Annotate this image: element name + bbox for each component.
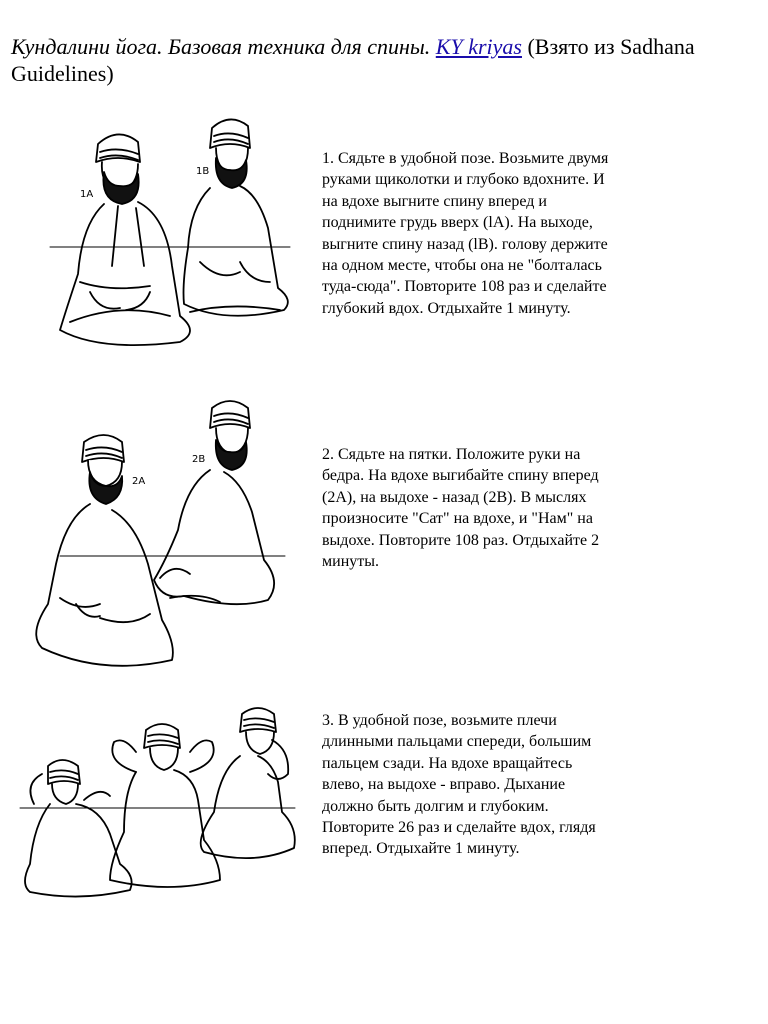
- figure-3-left: [25, 760, 132, 897]
- figure-1a: [60, 134, 190, 345]
- figure-1b: [184, 119, 288, 315]
- page-title: [11, 33, 751, 87]
- label-2a: 2A: [132, 476, 146, 487]
- exercise-3-text: 3. В удобной позе, возьмите плечи длинными пальцами спереди, большим пальцем сзади. На вдохе вращайтесь влево, на выдохе - вправо. Дыхание должно быть долгим и глубоким. Повторите 26 раз и сделайте вдох, глядя вперед. Отдыхайте 1 минуту.: [322, 712, 596, 858]
- figure-3-right: [201, 708, 295, 858]
- figure-2a: [36, 435, 173, 666]
- exercise-1-text: 1. Сядьте в удобной позе. Возьмите двумя руками щиколотки и глубоко вдохните. И на вдохе выгните спину вперед и поднимите грудь вверх (lA). На выходе, выгните спину назад (lB). голову держите на одном месте, чтобы она не "болталась туда-сюда". Повторите 108 раз и сделайте глубокий вдох. Отдыхайте 1 минуту.: [322, 150, 609, 317]
- label-2b: 2B: [192, 454, 206, 465]
- title-source: (Взято из Sadhana Guidelines): [11, 34, 695, 86]
- label-1b: 1B: [196, 166, 210, 177]
- figure-2b: [154, 401, 274, 604]
- exercise-2-text: 2. Сядьте на пятки. Положите руки на бедра. На вдохе выгибайте спину вперед (2А), на выдохе - назад (2В). В мыслях произносите "Сат" на вдохе, и "Нам" на выдохе. Повторите 108 раз. Отдыхайте 2 минуты.: [322, 446, 600, 571]
- title-text: Кундалини йога. Базовая техника для спины.: [11, 34, 431, 59]
- ky-kriyas-link[interactable]: KY kriyas: [435, 34, 522, 59]
- exercise-1-illustration: [40, 112, 300, 357]
- exercise-3-illustration: [10, 700, 305, 900]
- figure-3-middle: [110, 724, 220, 887]
- label-1a: 1A: [80, 189, 94, 200]
- exercise-2-illustration: [20, 398, 290, 668]
